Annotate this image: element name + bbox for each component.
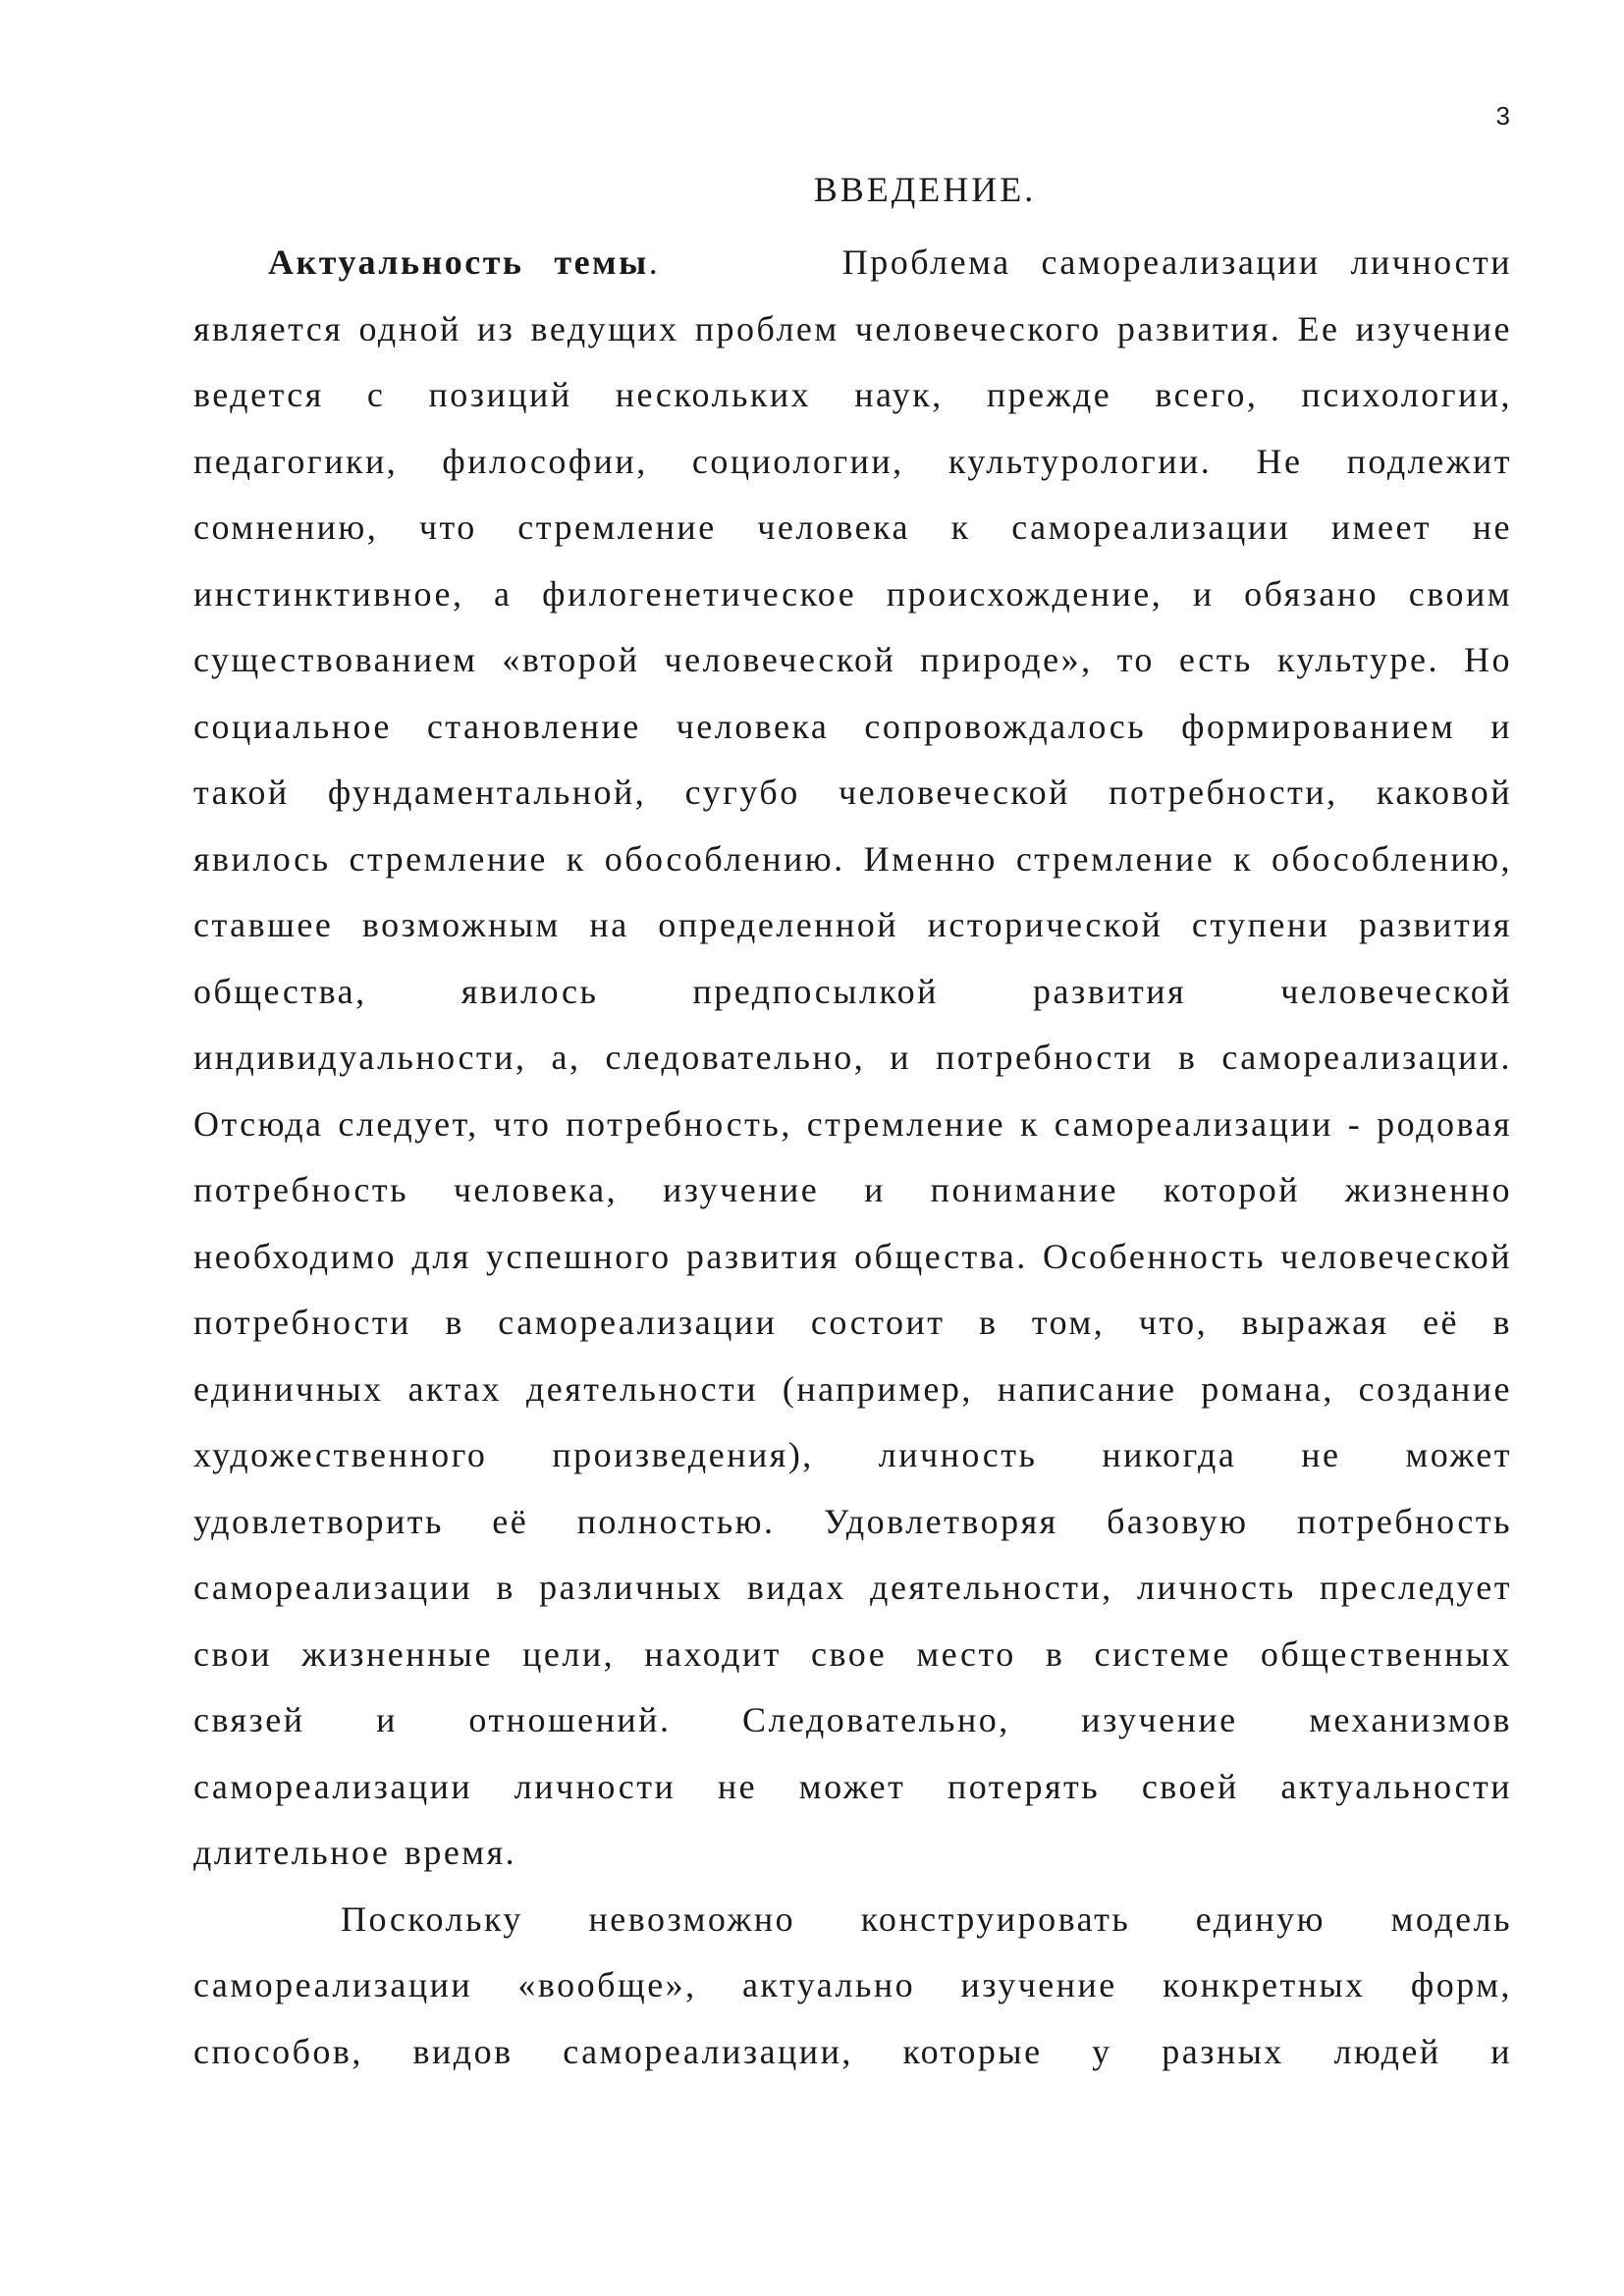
paragraph-continuation [193,1887,1512,2086]
page-number: 3 [1495,101,1510,131]
paragraph-relevance [193,230,1512,1887]
document-body [193,230,1512,2085]
paragraph-text: Поскольку невозможно конструировать единую модель самореализации «вообще», актуально изучение конкретных форм, способов, видов самореализации, которые у разных людей и [193,1898,1512,2071]
section-lead-heading: Актуальность темы [268,242,649,282]
section-lead-punctuation: . [648,242,661,282]
paragraph-text: Проблема самореализации личности является одной из ведущих проблем человеческого развития. Ее изучение ведется с позиций нескольких наук, прежде всего, психологии, педагогики, философии, социологии, культурологии. Не подлежит сомнению, что стремление человека к самореализации имеет не инстинктивное, а филогенетическое происхождение, и обязано своим существованием «второй человеческой природе», то есть культуре. Но социальное становление человека сопровождалось формированием и такой фундаментальной, сугубо человеческой потребности, каковой явилось стремление к обособлению. Именно стремление к обособлению, ставшее возможным на определенной исторической ступени развития общества, явилось предпосылкой развития человеческой индивидуальности, а, следовательно, и потребности в самореализации. Отсюда следует, что потребность, стремление к самореализации - родовая потребность человека, изучение и понимание которой жизненно необходимо для успешного развития общества. Особенность человеческой потребности в самореализации состоит в том, что, выражая её в единичных актах деятельности (например, написание романа, создание художественного произведения), личность никогда не может удовлетворить её полностью. Удовлетворяя базовую потребность самореализации в различных видах деятельности, личность преследует свои жизненные цели, находит свое место в системе общественных связей и отношений. Следовательно, изучение механизмов самореализации личности не может потерять своей актуальности длительное время. [193,242,1513,1872]
page-title: ВВЕДЕНИЕ. [813,170,1037,209]
